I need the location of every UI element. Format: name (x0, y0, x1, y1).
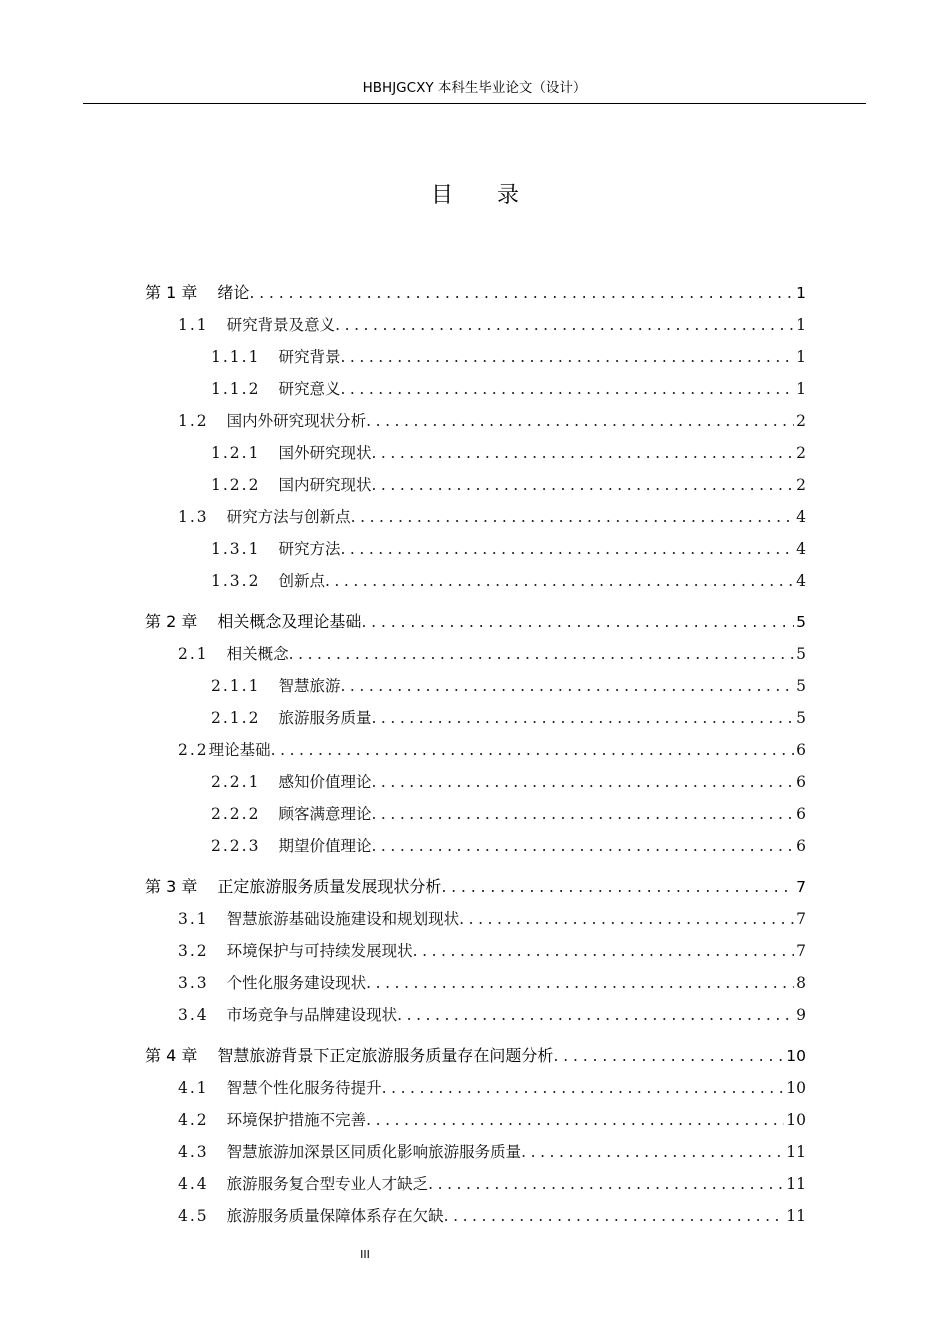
toc-entry-title: 正定旅游服务质量发展现状分析 (217, 877, 442, 896)
toc-entry-title: 智慧个性化服务待提升 (226, 1079, 382, 1097)
toc-dot-leader (340, 674, 794, 698)
toc-entry[interactable] (178, 642, 806, 666)
toc-entry-number: 第 1 章 (145, 283, 198, 302)
toc-dot-leader (441, 875, 794, 899)
toc-entry[interactable] (145, 875, 806, 899)
toc-entry-page: 7 (796, 942, 806, 960)
toc-entry-title: 市场竞争与品牌建设现状 (226, 1006, 398, 1024)
toc-entry-number: 1.1.1 (211, 348, 261, 366)
toc-entry-title: 期望价值理论 (278, 837, 372, 855)
toc-entry-number: 第 4 章 (145, 1046, 198, 1065)
toc-entry-page: 10 (786, 1111, 806, 1129)
toc-entry-number: 3.3 (178, 974, 209, 992)
toc-entry[interactable] (211, 674, 806, 698)
toc-entry[interactable] (178, 1076, 806, 1100)
toc-entry[interactable] (211, 834, 806, 858)
toc-entry-number: 1.3 (178, 508, 209, 526)
toc-entry-number: 1.1 (178, 316, 209, 334)
toc-entry-number: 2.2.3 (211, 837, 261, 855)
toc-entry[interactable] (178, 1003, 806, 1027)
toc-dot-leader (366, 971, 794, 995)
toc-entry-number: 1.2 (178, 412, 209, 430)
toc-entry-number: 第 3 章 (145, 877, 198, 896)
toc-entry-page: 4 (796, 540, 806, 558)
toc-entry-page: 5 (796, 613, 806, 631)
toc-entry[interactable] (178, 505, 806, 529)
toc-entry-title: 智慧旅游背景下正定旅游服务质量存在问题分析 (217, 1046, 554, 1065)
toc-entry-number: 4.4 (178, 1175, 209, 1193)
toc-entry-number: 1.1.2 (211, 380, 261, 398)
toc-dot-leader (371, 441, 794, 465)
toc-entry-title: 相关概念及理论基础 (217, 612, 362, 631)
toc-entry-title: 环境保护与可持续发展现状 (226, 942, 413, 960)
toc-entry[interactable] (178, 738, 806, 762)
toc-dot-leader (428, 1172, 784, 1196)
toc-entry-title: 研究方法 (278, 540, 341, 558)
toc-entry-title: 研究背景及意义 (226, 316, 336, 334)
toc-entry-page: 11 (786, 1143, 806, 1161)
toc-dot-leader (289, 642, 794, 666)
toc-entry-title: 旅游服务质量保障体系存在欠缺 (226, 1207, 444, 1225)
toc-entry[interactable] (178, 1108, 806, 1132)
toc-entry-number: 1.2.1 (211, 444, 261, 462)
toc-entry-title: 国内外研究现状分析 (226, 412, 367, 430)
toc-entry-number: 2.2.2 (211, 805, 261, 823)
toc-entry-number: 2.2.1 (211, 773, 261, 791)
toc-entry-page: 7 (796, 910, 806, 928)
toc-entry-title: 顾客满意理论 (278, 805, 372, 823)
toc-dot-leader (366, 409, 794, 433)
toc-entry[interactable] (178, 409, 806, 433)
toc-dot-leader (325, 569, 794, 593)
toc-entry[interactable] (178, 907, 806, 931)
toc-entry-title: 智慧旅游 (278, 677, 341, 695)
toc-entry[interactable] (178, 1140, 806, 1164)
page-number: III (360, 1248, 370, 1261)
toc-entry[interactable] (211, 537, 806, 561)
toc-entry-number: 1.3.2 (211, 572, 261, 590)
toc-entry-page: 7 (796, 878, 806, 896)
toc-entry-number: 3.1 (178, 910, 209, 928)
toc-entry[interactable] (145, 1044, 806, 1068)
toc-entry[interactable] (211, 473, 806, 497)
toc-entry-title: 研究意义 (278, 380, 341, 398)
toc-entry-number: 第 2 章 (145, 612, 198, 631)
toc-entry-number: 4.5 (178, 1207, 209, 1225)
toc-entry-title: 理论基础 (208, 741, 271, 759)
toc-dot-leader (371, 802, 794, 826)
toc-entry[interactable] (145, 281, 806, 305)
toc-entry-page: 1 (796, 284, 806, 302)
toc-dot-leader (340, 537, 794, 561)
header-text: HBHJGCXY 本科生毕业论文（设计） (362, 80, 587, 96)
toc-entry[interactable] (211, 441, 806, 465)
toc-entry-page: 10 (786, 1047, 806, 1065)
toc-entry-number: 3.4 (178, 1006, 209, 1024)
toc-dot-leader (361, 610, 794, 634)
toc-dot-leader (382, 1076, 785, 1100)
toc-dot-leader (271, 738, 794, 762)
toc-entry[interactable] (211, 345, 806, 369)
toc-dot-leader (413, 939, 794, 963)
toc-entry-page: 2 (796, 412, 806, 430)
toc-entry-page: 5 (796, 677, 806, 695)
toc-entry-page: 1 (796, 348, 806, 366)
toc-entry-number: 4.1 (178, 1079, 209, 1097)
toc-entry-title: 个性化服务建设现状 (226, 974, 367, 992)
toc-entry[interactable] (178, 971, 806, 995)
toc-entry-page: 9 (796, 1006, 806, 1024)
toc-entry-number: 2.1 (178, 645, 209, 663)
title-char-2: 录 (497, 183, 520, 208)
page-header (83, 78, 866, 104)
toc-dot-leader (335, 313, 794, 337)
toc-entry[interactable] (178, 1204, 806, 1228)
toc-entry-title: 相关概念 (226, 645, 289, 663)
toc-entry-page: 2 (796, 476, 806, 494)
toc-dot-leader (366, 1108, 784, 1132)
toc-entry-title: 感知价值理论 (278, 773, 372, 791)
toc-entry-page: 6 (796, 837, 806, 855)
toc-entry[interactable] (178, 1172, 806, 1196)
toc-entry-title: 旅游服务复合型专业人才缺乏 (226, 1175, 429, 1193)
toc-dot-leader (340, 345, 794, 369)
toc-entry[interactable] (178, 939, 806, 963)
toc-entry-page: 1 (796, 380, 806, 398)
toc-dot-leader (371, 473, 794, 497)
toc-dot-leader (397, 1003, 794, 1027)
toc-entry-page: 5 (796, 709, 806, 727)
toc-entry-page: 6 (796, 741, 806, 759)
toc-entry-title: 国内研究现状 (278, 476, 372, 494)
toc-dot-leader (444, 1204, 785, 1228)
toc-entry-title: 智慧旅游基础设施建设和规划现状 (226, 910, 460, 928)
toc-entry-page: 4 (796, 572, 806, 590)
toc-dot-leader (249, 281, 794, 305)
toc-entry[interactable] (178, 313, 806, 337)
toc-entry-title: 创新点 (278, 572, 325, 590)
toc-entry-title: 研究背景 (278, 348, 341, 366)
toc-entry-title: 国外研究现状 (278, 444, 372, 462)
toc-entry-number: 2.2 (178, 741, 209, 759)
toc-entry-number: 4.3 (178, 1143, 209, 1161)
toc-entry-page: 6 (796, 773, 806, 791)
toc-entry-page: 6 (796, 805, 806, 823)
toc-entry-page: 2 (796, 444, 806, 462)
toc-entry-number: 2.1.1 (211, 677, 261, 695)
toc-dot-leader (340, 377, 794, 401)
toc-entry-number: 1.2.2 (211, 476, 261, 494)
toc-entry-number: 1.3.1 (211, 540, 261, 558)
toc-entry-page: 4 (796, 508, 806, 526)
toc-dot-leader (553, 1044, 784, 1068)
toc-entry-title: 智慧旅游加深景区同质化影响旅游服务质量 (226, 1143, 522, 1161)
toc-entry-page: 5 (796, 645, 806, 663)
toc-dot-leader (521, 1140, 784, 1164)
toc-entry-number: 2.1.2 (211, 709, 261, 727)
toc-entry[interactable] (145, 610, 806, 634)
toc-entry-page: 1 (796, 316, 806, 334)
toc-dot-leader (371, 834, 794, 858)
toc-entry[interactable] (211, 377, 806, 401)
toc-dot-leader (371, 706, 794, 730)
toc-dot-leader (351, 505, 794, 529)
toc-entry-number: 4.2 (178, 1111, 209, 1129)
toc-entry-page: 8 (796, 974, 806, 992)
toc-entry-title: 旅游服务质量 (278, 709, 372, 727)
toc-entry-title: 绪论 (217, 283, 250, 302)
toc-entry-page: 10 (786, 1079, 806, 1097)
page-title (0, 178, 950, 209)
toc-entry[interactable] (211, 569, 806, 593)
title-char-1: 目 (430, 183, 453, 208)
toc-entry-title: 环境保护措施不完善 (226, 1111, 367, 1129)
toc-dot-leader (459, 907, 794, 931)
toc-entry[interactable] (211, 770, 806, 794)
toc-entry[interactable] (211, 706, 806, 730)
toc-entry-title: 研究方法与创新点 (226, 508, 351, 526)
toc-entry[interactable] (211, 802, 806, 826)
toc-entry-number: 3.2 (178, 942, 209, 960)
toc-entry-page: 11 (786, 1207, 806, 1225)
toc-dot-leader (371, 770, 794, 794)
toc-entry-page: 11 (786, 1175, 806, 1193)
